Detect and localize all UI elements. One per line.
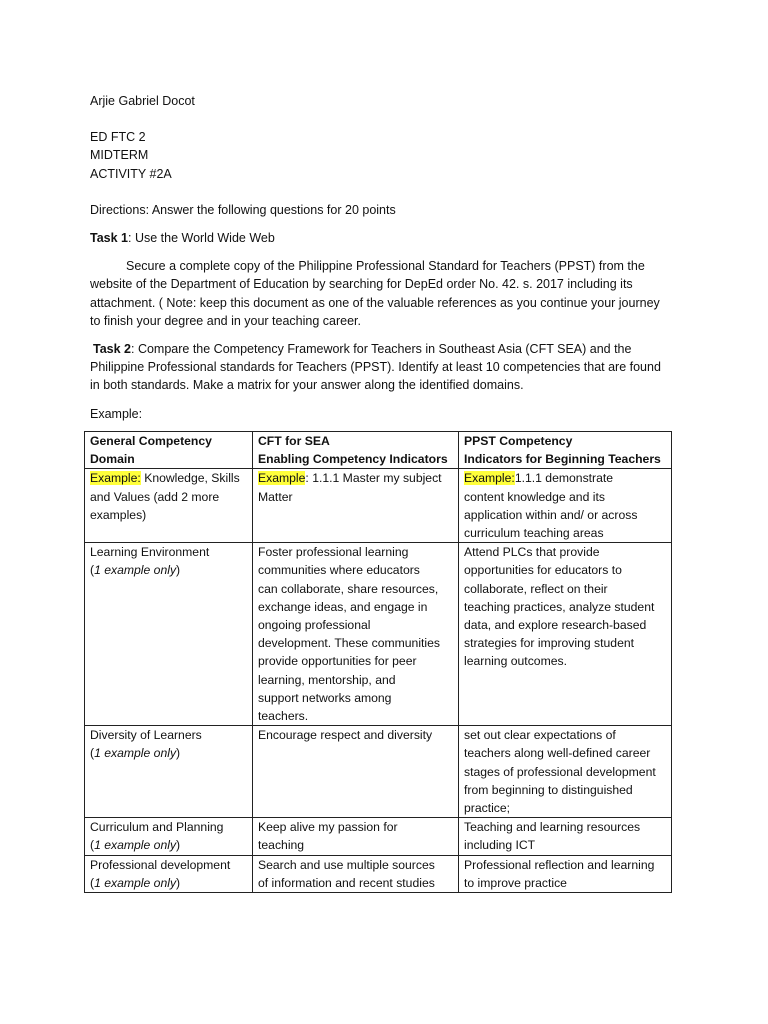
highlight-text: Example — [258, 471, 306, 486]
task2-line-1-text: : Compare the Competency Framework for Teachers in Southeast Asia (CFT SEA) and the — [131, 342, 632, 357]
cell-text: 1.1.1 demonstrate — [514, 471, 614, 486]
domain-cell — [85, 726, 253, 818]
cell-line: from beginning to distinguished — [464, 782, 633, 797]
cell-line: set out clear expectations of — [464, 728, 616, 743]
cell-line: examples) — [90, 507, 147, 522]
cell-line: exchange ideas, and engage in — [258, 599, 428, 614]
cell-line: Search and use multiple sources — [258, 857, 435, 872]
cell-line: learning outcomes. — [464, 654, 567, 669]
cell-line: provide opportunities for peer — [258, 654, 417, 669]
cft-cell — [253, 818, 459, 855]
domain-name: Diversity of Learners — [90, 728, 202, 743]
task2-line-1 — [90, 340, 680, 358]
cell-line: Professional reflection and learning — [464, 857, 655, 872]
cell-line: teaching practices, analyze student — [464, 599, 655, 614]
cell-line: practice; — [464, 801, 511, 816]
cell-text: Knowledge, Skills — [140, 471, 240, 486]
header-text: General Competency — [90, 434, 212, 448]
header-text: Domain — [90, 452, 135, 467]
cell-line: content knowledge and its — [464, 489, 605, 504]
cell-line: learning, mentorship, and — [258, 672, 396, 687]
header-general-competency — [85, 432, 253, 469]
cft-cell — [253, 855, 459, 892]
task2-label: Task 2 — [93, 342, 131, 357]
cell-line: including ICT — [464, 838, 536, 853]
ppst-cell — [459, 726, 672, 818]
highlight-text: Example: — [464, 471, 515, 486]
table-row — [85, 543, 672, 726]
task1-line-1: Secure a complete copy of the Philippine Professional Standard for Teachers (PPST) from the — [126, 259, 645, 274]
header-text: CFT for SEA — [258, 434, 330, 448]
table-row-example — [85, 469, 672, 543]
domain-cell — [85, 855, 253, 892]
cell-line: collaborate, reflect on their — [464, 581, 608, 596]
cell-line: stages of professional development — [464, 764, 656, 779]
domain-name: Learning Environment — [90, 545, 210, 560]
header-text: Indicators for Beginning Teachers — [464, 452, 661, 467]
task1-heading — [90, 229, 680, 247]
ppst-cell — [459, 855, 672, 892]
task2-line-2: Philippine Professional standards for Teachers (PPST). Identify at least 10 competencies that are found — [90, 360, 661, 375]
cell-line: teaching — [258, 838, 305, 853]
example-ppst-cell — [459, 469, 672, 543]
cell-line: Attend PLCs that provide — [464, 545, 600, 560]
header-cft-sea — [253, 432, 459, 469]
cell-text: : 1.1.1 Master my subject — [305, 471, 442, 486]
domain-note: (1 example only) — [90, 746, 181, 761]
task2-line-3: in both standards. Make a matrix for your answer along the identified domains. — [90, 378, 524, 393]
cell-line: data, and explore research-based — [464, 618, 647, 633]
cell-line: strategies for improving student — [464, 636, 635, 651]
task1-title: : Use the World Wide Web — [128, 231, 275, 246]
term-label: MIDTERM — [90, 148, 149, 163]
cell-line: Keep alive my passion for — [258, 820, 398, 835]
cell-line: teachers. — [258, 709, 309, 724]
cell-line: Foster professional learning — [258, 545, 409, 560]
cell-line: teachers along well-defined career — [464, 746, 651, 761]
cell-line: to improve practice — [464, 875, 567, 890]
header-ppst — [459, 432, 672, 469]
cell-line: Matter — [258, 489, 293, 504]
table-header-row — [85, 432, 672, 469]
course-code: ED FTC 2 — [90, 130, 146, 145]
header-text: PPST Competency — [464, 434, 573, 448]
table-row — [85, 855, 672, 892]
student-name: Arjie Gabriel Docot — [90, 94, 195, 108]
task1-line-3: attachment. ( Note: keep this document as one of the valuable references as you continue your journey — [90, 295, 660, 310]
cell-line: of information and recent studies — [258, 875, 435, 890]
task1-line-2: website of the Department of Education by searching for DepEd order No. 42. s. 2017 including its — [90, 277, 633, 292]
cell-line — [258, 469, 454, 487]
ppst-cell — [459, 543, 672, 726]
cft-cell — [253, 726, 459, 818]
domain-name: Professional development — [90, 857, 231, 872]
cell-line: opportunities for educators to — [464, 563, 622, 578]
domain-note: (1 example only) — [90, 563, 181, 578]
cell-line: Teaching and learning resources — [464, 820, 641, 835]
cell-line — [464, 469, 667, 487]
domain-note: (1 example only) — [90, 875, 181, 890]
cell-line — [90, 469, 248, 487]
example-cft-cell — [253, 469, 459, 543]
table-row — [85, 726, 672, 818]
highlight-text: Example: — [90, 471, 141, 486]
table-body — [85, 543, 672, 893]
domain-cell — [85, 543, 253, 726]
ppst-cell — [459, 818, 672, 855]
activity-label: ACTIVITY #2A — [90, 166, 172, 181]
task1-line-4: to finish your degree and in your teaching career. — [90, 313, 362, 328]
competency-matrix-table — [84, 431, 672, 893]
table-row — [85, 818, 672, 855]
domain-note: (1 example only) — [90, 838, 181, 853]
cell-line: Encourage respect and diversity — [258, 728, 433, 743]
cell-line: development. These communities — [258, 636, 441, 651]
cell-line: and Values (add 2 more — [90, 489, 220, 504]
task1-label: Task 1 — [90, 231, 128, 246]
cell-line: communities where educators — [258, 563, 420, 578]
cell-line: support networks among — [258, 690, 392, 705]
domain-cell — [85, 818, 253, 855]
cell-line: curriculum teaching areas — [464, 526, 604, 541]
document-body — [90, 92, 680, 423]
domain-name: Curriculum and Planning — [90, 820, 224, 835]
header-text: Enabling Competency Indicators — [258, 452, 448, 467]
cft-cell — [253, 543, 459, 726]
cell-line: can collaborate, share resources, — [258, 581, 439, 596]
directions-text: Directions: Answer the following questions for 20 points — [90, 202, 396, 217]
cell-line: ongoing professional — [258, 618, 371, 633]
cell-line: application within and/ or across — [464, 507, 638, 522]
example-label: Example: — [90, 406, 143, 421]
example-domain-cell — [85, 469, 253, 543]
